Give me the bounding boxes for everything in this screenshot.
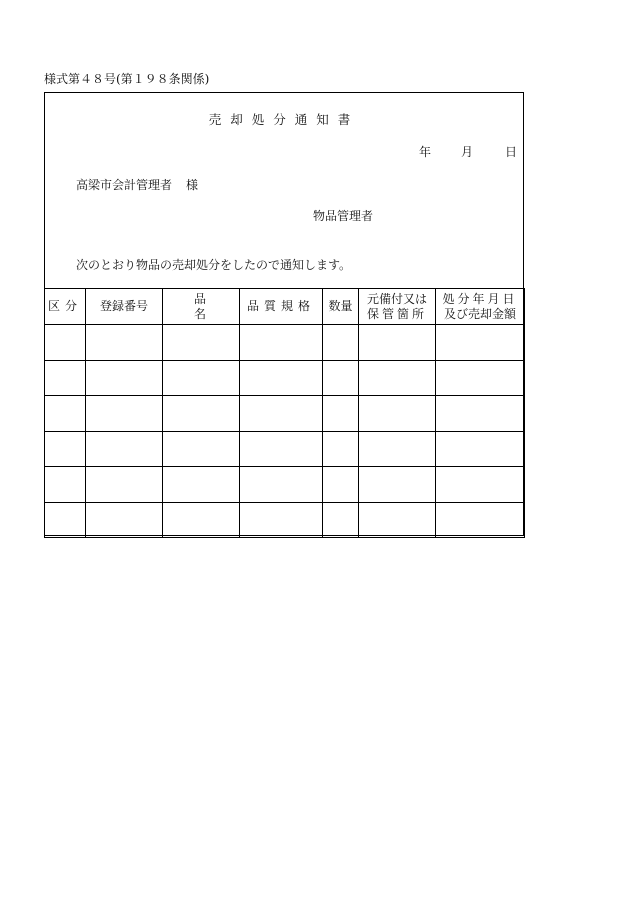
header-quantity: 数量 [323,289,359,325]
table-row [45,360,525,396]
cell-registration-number [86,502,163,538]
cell-registration-number [86,431,163,467]
cell-disposal-date [436,502,525,538]
cell-disposal-date [436,396,525,432]
table-header-row [45,289,525,325]
cell-item-name [163,502,240,538]
header-disposal-date-line2: 及び売却金額 [443,306,516,321]
cell-quality-spec [240,502,323,538]
cell-disposal-date [436,431,525,467]
cell-quality-spec [240,431,323,467]
header-location [359,289,436,325]
cell-item-name [163,396,240,432]
cell-quality-spec [240,467,323,503]
cell-location [359,325,436,361]
addressee-name: 高梁市会計管理者 [76,178,173,192]
header-quality-spec: 品質規格 [240,289,323,325]
table-row [45,396,525,432]
cell-registration-number [86,325,163,361]
cell-category [45,431,86,467]
table-row [45,325,525,361]
cell-quantity [323,502,359,538]
cell-registration-number [86,467,163,503]
date-month-label: 月 [460,145,473,159]
cell-registration-number [86,396,163,432]
cell-category [45,467,86,503]
cell-quantity [323,467,359,503]
cell-item-name [163,360,240,396]
items-table [44,288,525,538]
header-category: 区分 [45,289,86,325]
table-row [45,431,525,467]
cell-item-name [163,467,240,503]
cell-quantity [323,360,359,396]
header-disposal-date-line1: 処分年月日 [442,291,518,306]
notice-form [44,92,524,536]
cell-quality-spec [240,325,323,361]
cell-location [359,467,436,503]
cell-disposal-date [436,360,525,396]
header-registration-number: 登録番号 [86,289,163,325]
cell-category [45,325,86,361]
date-line [419,143,517,160]
cell-quality-spec [240,360,323,396]
cell-category [45,396,86,432]
cell-location [359,360,436,396]
cell-location [359,396,436,432]
cell-registration-number [86,360,163,396]
cell-item-name [163,325,240,361]
cell-disposal-date [436,325,525,361]
header-location-line1: 元備付又は [366,291,427,306]
table-body [45,325,525,538]
header-item-name: 品名 [163,289,240,325]
notice-statement: 次のとおり物品の売却処分をしたので通知します。 [76,258,352,272]
addressee-honorific: 様 [186,178,199,192]
cell-quantity [323,325,359,361]
header-disposal-date [436,289,525,325]
form-number: 様式第４８号(第１９８条関係) [44,72,210,86]
cell-quantity [323,431,359,467]
table-row [45,502,525,538]
date-day-label: 日 [504,145,517,159]
header-location-line2: 保管箇所 [366,306,427,321]
cell-quality-spec [240,396,323,432]
cell-category [45,360,86,396]
cell-category [45,502,86,538]
sender-title: 物品管理者 [313,209,374,223]
date-year-label: 年 [418,145,431,159]
cell-quantity [323,396,359,432]
cell-location [359,502,436,538]
addressee [76,176,198,193]
cell-location [359,431,436,467]
cell-disposal-date [436,467,525,503]
document-title: 売却処分通知書 [208,112,360,127]
table-row [45,467,525,503]
cell-item-name [163,431,240,467]
